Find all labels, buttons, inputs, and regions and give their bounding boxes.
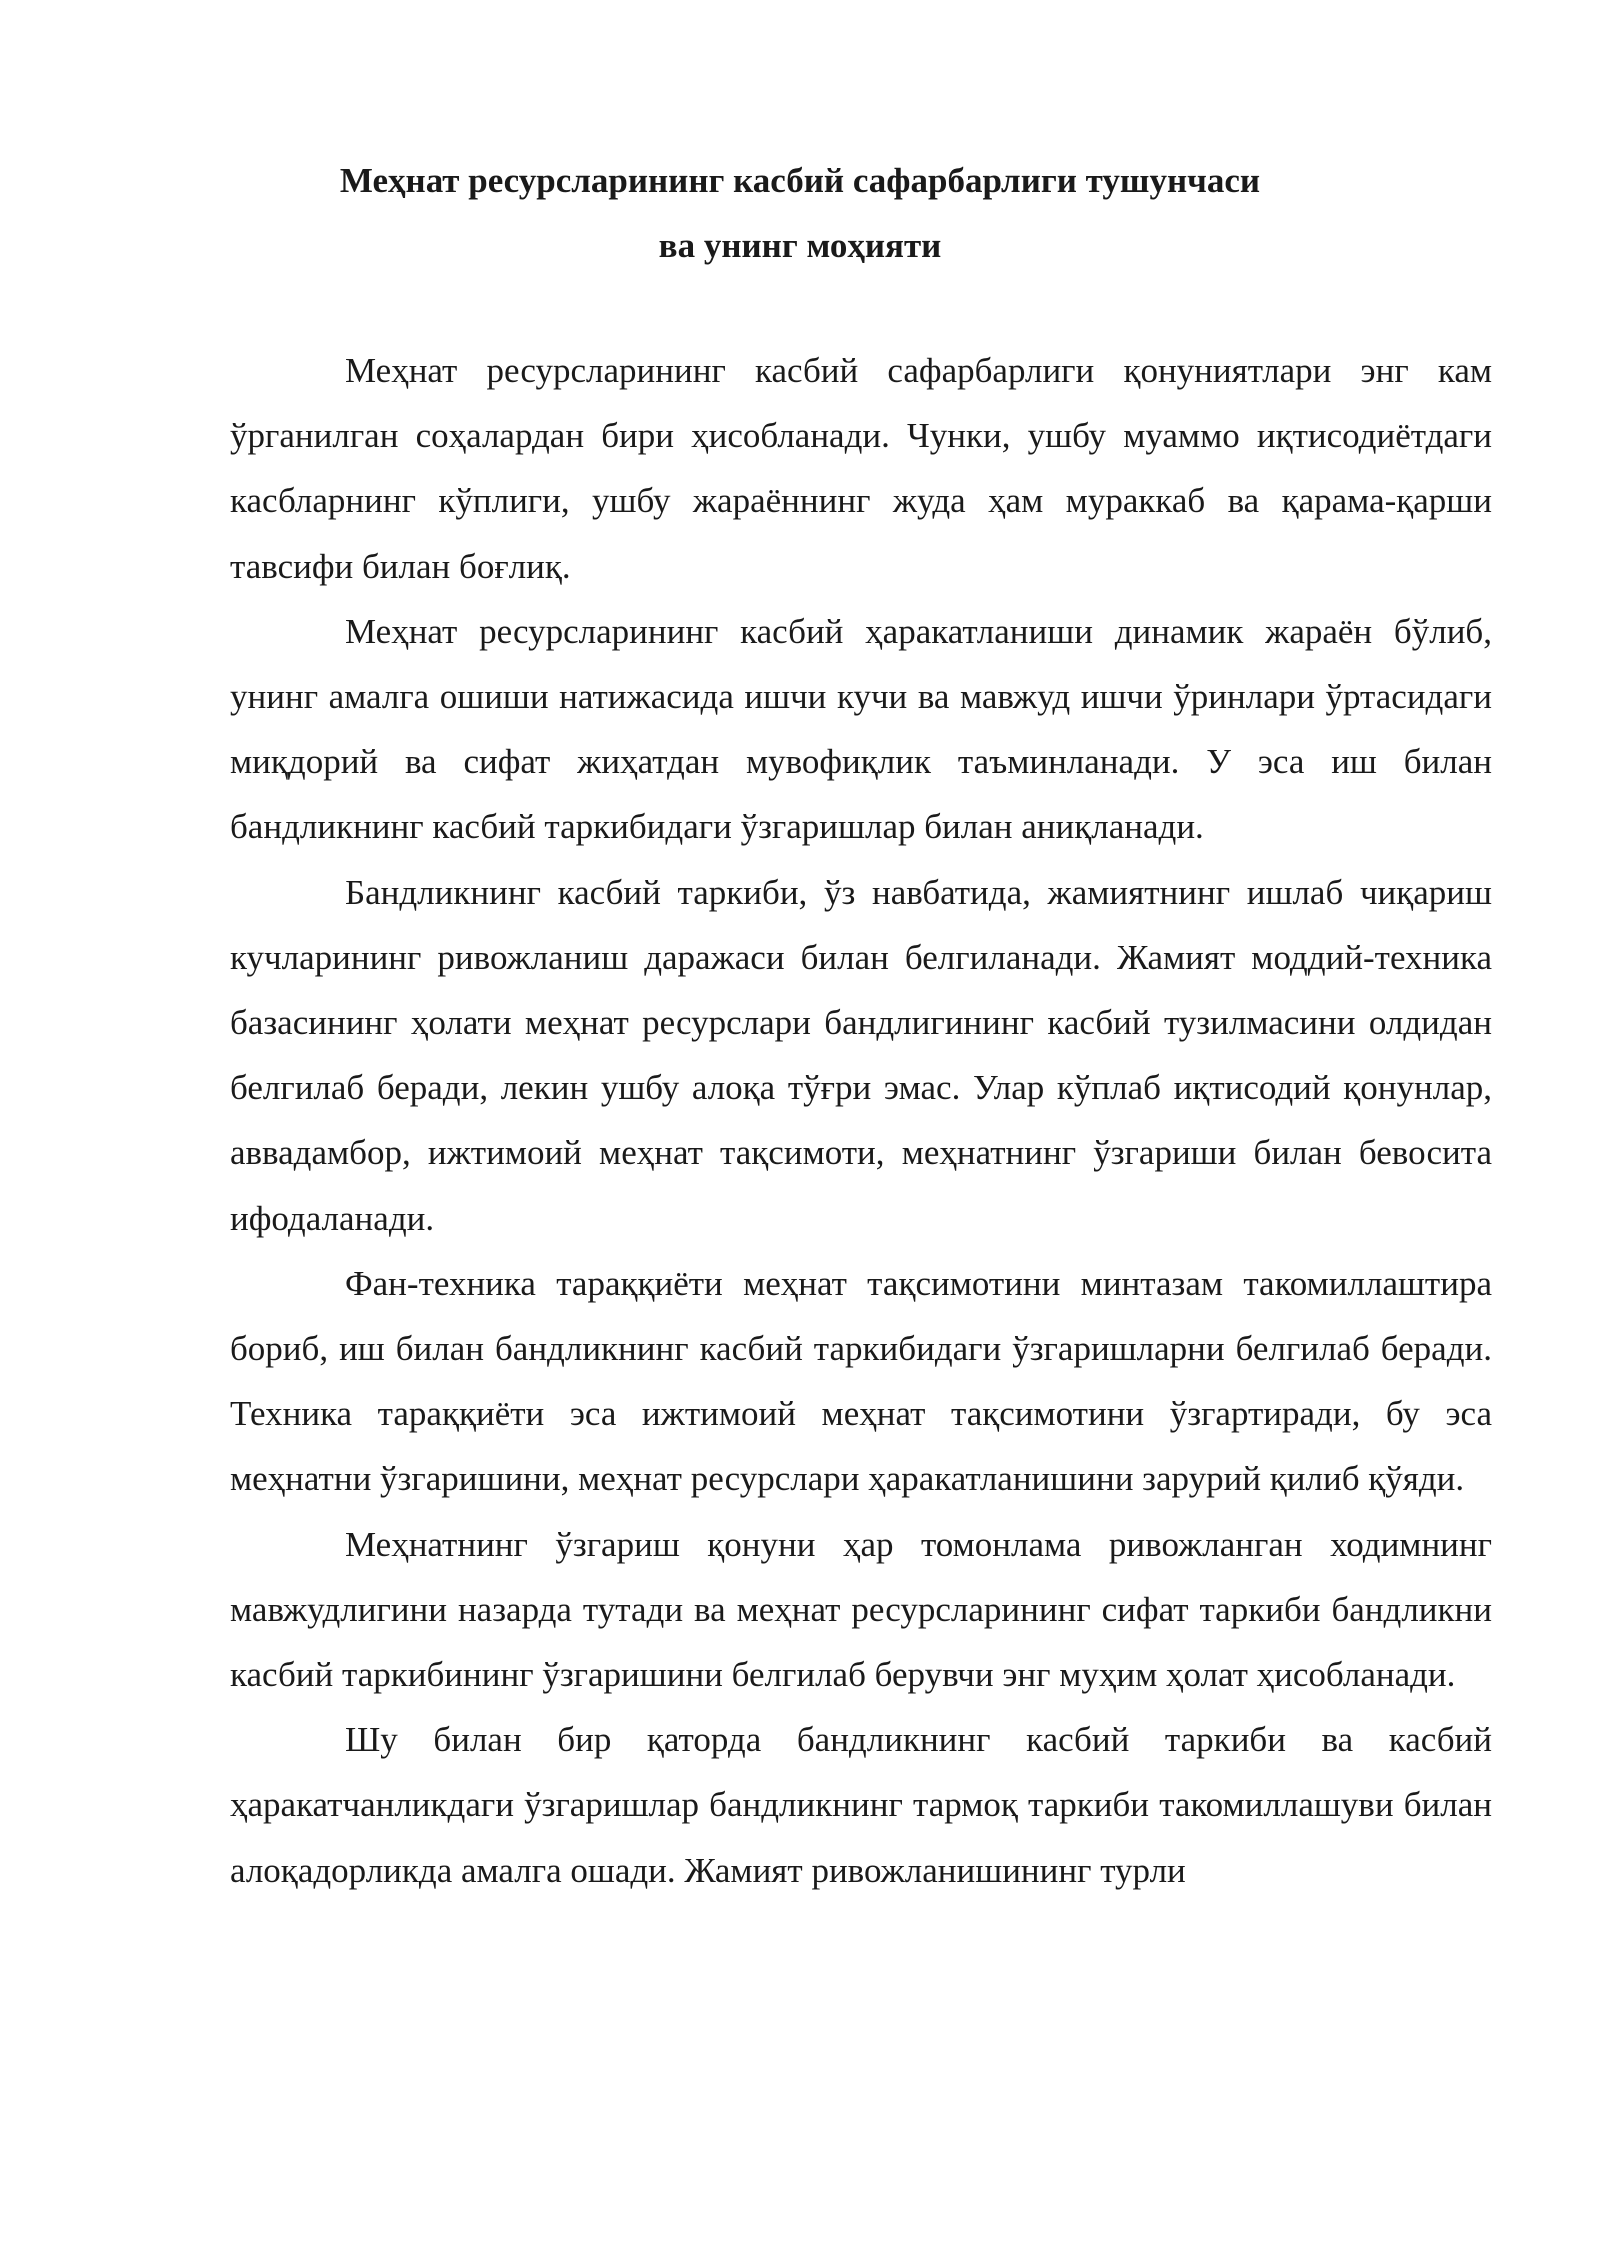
paragraph: Шу билан бир қаторда бандликнинг касбий таркиби ва касбий ҳаракатчанликдаги ўзгаришлар бандликнинг тармоқ таркиби такомиллашуви билан алоқадорликда амалга ошади. Жамият ривожланишининг турли — [230, 1720, 1492, 1890]
paragraph: Меҳнат ресурсларининг касбий ҳаракатланиши динамик жараён бўлиб, унинг амалга ошиши натижасида ишчи кучи ва мавжуд ишчи ўринлари ўртасидаги миқдорий ва сифат жиҳатдан мувофиқлик таъминланади. У эса иш билан бандликнинг касбий таркибидаги ўзгаришлар билан аниқланади. — [230, 611, 1492, 847]
title-line-2: ва унинг моҳияти — [658, 226, 942, 265]
document-body — [230, 338, 1492, 1903]
paragraph: Меҳнатнинг ўзгариш қонуни ҳар томонлама ривожланган ходимнинг мавжудлигини назарда тутади ва меҳнат ресурсларининг сифат таркиби бандликни касбий таркибининг ўзгаришини белгилаб берувчи энг муҳим ҳолат ҳисобланади. — [230, 1524, 1492, 1695]
document-title — [0, 148, 1600, 278]
title-line-1: Меҳнат ресурсларининг касбий сафарбарлиги тушунчаси — [339, 161, 1261, 200]
paragraph: Меҳнат ресурсларининг касбий сафарбарлиги қонуниятлари энг кам ўрганилган соҳалардан бири ҳисобланади. Чунки, ушбу муаммо иқтисодиётдаги касбларнинг кўплиги, ушбу жараённинг жуда ҳам мураккаб ва қарама-қарши тавсифи билан боғлиқ. — [230, 351, 1492, 586]
paragraph: Бандликнинг касбий таркиби, ўз навбатида, жамиятнинг ишлаб чиқариш кучларининг ривожланиш даражаси билан белгиланади. Жамият моддий-техника базасининг ҳолати меҳнат ресурслари бандлигининг касбий тузилмасини олдидан белгилаб беради, лекин ушбу алоқа тўғри эмас. Улар кўплаб иқтисодий қонунлар, аввадамбор, ижтимоий меҳнат тақсимоти, меҳнатнинг ўзгариши билан бевосита ифодаланади. — [230, 872, 1492, 1238]
paragraph: Фан-техника тараққиёти меҳнат тақсимотини минтазам такомиллаштира бориб, иш билан бандликнинг касбий таркибидаги ўзгаришларни белгилаб беради. Техника тараққиёти эса ижтимоий меҳнат тақсимотини ўзгартиради, бу эса меҳнатни ўзгаришини, меҳнат ресурслари ҳаракатланишини зарурий қилиб қўяди. — [230, 1263, 1492, 1499]
